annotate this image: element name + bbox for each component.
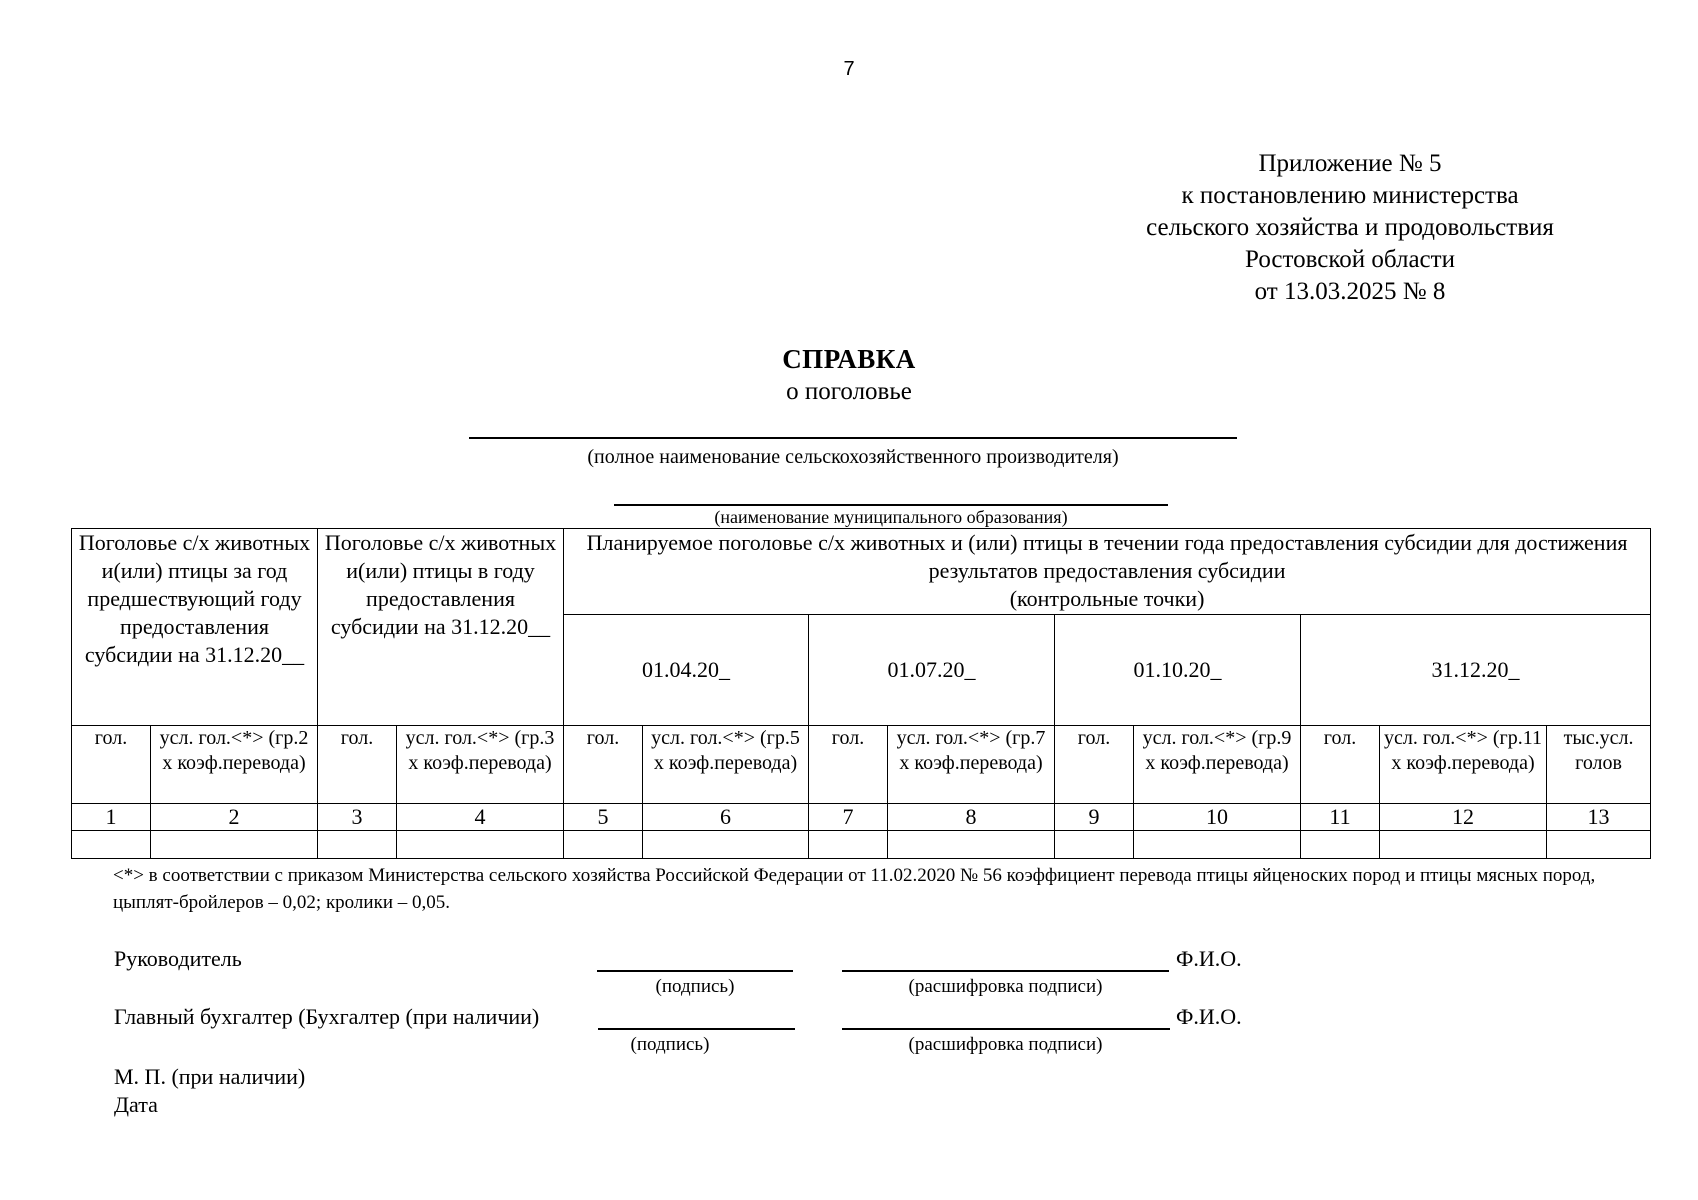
- appendix-line-5: от 13.03.2025 № 8: [1254, 278, 1446, 305]
- data-cell[interactable]: [809, 831, 888, 859]
- accountant-signature-caption: (подпись): [630, 1034, 710, 1055]
- accountant-signature-line[interactable]: [598, 1028, 795, 1030]
- column-number: 13: [1547, 804, 1651, 831]
- accountant-label: Главный бухгалтер (Бухгалтер (при наличии): [114, 1004, 540, 1029]
- subheader-cell: усл. гол.<*> (гр.2 х коэф.перевода): [151, 726, 318, 804]
- document-subtitle: о поголовье: [786, 378, 912, 405]
- accountant-decryption-line[interactable]: [842, 1028, 1170, 1030]
- head-fio: Ф.И.О.: [1176, 946, 1242, 971]
- column-number: 5: [564, 804, 643, 831]
- subheader-cell: усл. гол.<*> (гр.9 х коэф.перевода): [1134, 726, 1301, 804]
- subheader-cell: гол.: [1055, 726, 1134, 804]
- stamp-label: М. П. (при наличии): [114, 1064, 306, 1089]
- accountant-fio: Ф.И.О.: [1176, 1004, 1242, 1029]
- head-label: Руководитель: [114, 946, 242, 971]
- header-previous-year: Поголовье с/х животных и(или) птицы за год предшествующий году предоставления субсидии на 31.12.20__: [72, 529, 318, 726]
- header-planned-checkpoints: (контрольные точки): [1009, 586, 1205, 611]
- subheader-cell: тыс.усл. голов: [1547, 726, 1651, 804]
- footnote: <*> в соответствии с приказом Министерства сельского хозяйства Российской Федерации от 11.02.2020 № 56 коэффициент перевода птицы яйценоских пород и птицы мясных пород, цыплят-бройлеров – 0,02; кролики – 0,05.: [113, 865, 1596, 913]
- appendix-line-4: Ростовской области: [1245, 246, 1455, 273]
- subheader-cell: гол.: [318, 726, 397, 804]
- livestock-table: [71, 528, 1651, 859]
- header-planned-text: Планируемое поголовье с/х животных и (или) птицы в течении года предоставления субсидии для достижения результатов предоставления субсидии: [586, 530, 1628, 583]
- municipality-name-line[interactable]: [614, 504, 1168, 506]
- head-signature-line[interactable]: [597, 970, 793, 972]
- data-cell[interactable]: [564, 831, 643, 859]
- checkpoint-date-4: 31.12.20_: [1301, 615, 1651, 726]
- data-cell[interactable]: [1380, 831, 1547, 859]
- column-number: 11: [1301, 804, 1380, 831]
- appendix-block: [1100, 148, 1600, 308]
- data-cell[interactable]: [72, 831, 151, 859]
- head-decryption-caption: (расшифровка подписи): [908, 976, 1103, 997]
- appendix-line-1: Приложение № 5: [1258, 150, 1442, 177]
- subheader-cell: усл. гол.<*> (гр.11 х коэф.перевода): [1380, 726, 1547, 804]
- data-cell[interactable]: [1134, 831, 1301, 859]
- subheader-cell: гол.: [809, 726, 888, 804]
- page-number: 7: [843, 58, 855, 80]
- data-cell[interactable]: [1301, 831, 1380, 859]
- data-cell[interactable]: [318, 831, 397, 859]
- accountant-decryption-caption: (расшифровка подписи): [908, 1034, 1103, 1055]
- column-number: 4: [397, 804, 564, 831]
- column-number: 1: [72, 804, 151, 831]
- subheader-cell: гол.: [72, 726, 151, 804]
- data-cell[interactable]: [643, 831, 809, 859]
- checkpoint-date-1: 01.04.20_: [564, 615, 809, 726]
- municipality-caption: (наименование муниципального образования): [714, 507, 1068, 527]
- head-decryption-line[interactable]: [842, 970, 1169, 972]
- column-number: 12: [1380, 804, 1547, 831]
- column-number: 6: [643, 804, 809, 831]
- subheader-cell: усл. гол.<*> (гр.5 х коэф.перевода): [643, 726, 809, 804]
- subheader-cell: усл. гол.<*> (гр.7 х коэф.перевода): [888, 726, 1055, 804]
- column-number: 2: [151, 804, 318, 831]
- data-cell[interactable]: [1547, 831, 1651, 859]
- appendix-line-3: сельского хозяйства и продовольствия: [1146, 214, 1554, 241]
- data-cell[interactable]: [1055, 831, 1134, 859]
- column-number: 3: [318, 804, 397, 831]
- producer-name-line[interactable]: [469, 437, 1237, 439]
- subheader-cell: гол.: [1301, 726, 1380, 804]
- checkpoint-date-2: 01.07.20_: [809, 615, 1055, 726]
- column-number: 8: [888, 804, 1055, 831]
- producer-caption: (полное наименование сельскохозяйственного производителя): [587, 446, 1119, 468]
- head-signature-caption: (подпись): [655, 976, 735, 997]
- column-number: 9: [1055, 804, 1134, 831]
- header-planned: [564, 529, 1651, 615]
- date-label: Дата: [114, 1092, 158, 1117]
- appendix-line-2: к постановлению министерства: [1181, 182, 1519, 209]
- subheader-cell: усл. гол.<*> (гр.3 х коэф.перевода): [397, 726, 564, 804]
- data-cell[interactable]: [888, 831, 1055, 859]
- document-title: СПРАВКА: [782, 344, 916, 374]
- subheader-cell: гол.: [564, 726, 643, 804]
- column-number: 7: [809, 804, 888, 831]
- header-current-year: Поголовье с/х животных и(или) птицы в году предоставления субсидии на 31.12.20__: [318, 529, 564, 726]
- data-cell[interactable]: [151, 831, 318, 859]
- checkpoint-date-3: 01.10.20_: [1055, 615, 1301, 726]
- data-cell[interactable]: [397, 831, 564, 859]
- column-number: 10: [1134, 804, 1301, 831]
